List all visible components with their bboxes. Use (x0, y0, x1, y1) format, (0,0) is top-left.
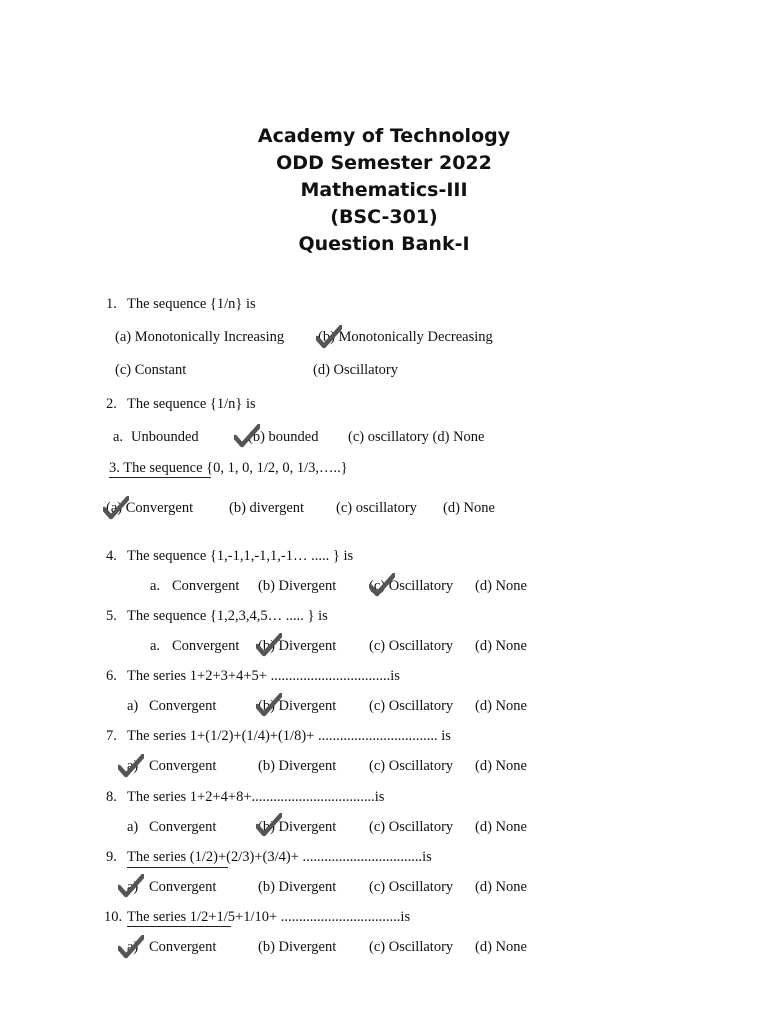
option-d: (d) None (475, 698, 527, 714)
option-a: Convergent (149, 939, 217, 955)
option-b: (b) Divergent (258, 638, 337, 654)
option-a: Convergent (149, 698, 217, 714)
question-stem: The sequence {1/n} is (127, 296, 256, 312)
option-a-marker: a) (127, 879, 139, 895)
question-stem: The sequence {1,-1,1,-1,1,-1… ..... } is (127, 548, 354, 564)
option-c: (c) oscillatory (336, 500, 417, 516)
option-b: (b) Divergent (258, 939, 337, 955)
option-c: (c) Constant (115, 362, 187, 378)
option-d: (d) None (443, 500, 495, 516)
question-number: 1. (106, 296, 117, 312)
question-stem: The series 1+(1/2)+(1/4)+(1/8)+ ................................. is (127, 728, 451, 744)
question-stem: The sequence {1/n} is (127, 396, 256, 412)
question-number: 8. (106, 789, 117, 805)
option-b: (b) Divergent (258, 578, 337, 594)
institute-title: Academy of Technology (257, 125, 511, 147)
question-bank-title: Question Bank-I (298, 233, 470, 255)
question-stem: The sequence {1,2,3,4,5… ..... } is (127, 608, 328, 624)
option-d: (d) Oscillatory (313, 362, 398, 378)
check-mark-icon (234, 424, 260, 448)
option-b: (b) Divergent (258, 758, 337, 774)
check-mark-icon (256, 633, 282, 657)
question-number: 10. (104, 909, 123, 925)
question-number: 4. (106, 548, 117, 564)
option-d: (d) None (475, 758, 527, 774)
check-mark-icon (118, 874, 144, 898)
option-b: (b) divergent (229, 500, 305, 516)
course-code: (BSC-301) (330, 206, 438, 228)
option-a: Convergent (172, 638, 240, 654)
option-a-marker: a) (127, 819, 139, 835)
option-a-marker: a. (150, 638, 161, 654)
option-b: (b) Divergent (258, 879, 337, 895)
option-a-marker: a) (127, 758, 139, 774)
option-d: (d) None (475, 819, 527, 835)
check-mark-icon (316, 325, 342, 349)
question-number: 6. (106, 668, 117, 684)
option-a: Unbounded (131, 429, 199, 445)
question-number: 2. (106, 396, 117, 412)
option-a: (a) Convergent (106, 500, 194, 516)
option-d: (d) None (475, 939, 527, 955)
option-a: Convergent (149, 758, 217, 774)
option-c: (c) Oscillatory (369, 758, 454, 774)
question-number: 9. (106, 849, 117, 865)
option-c-d: (c) oscillatory (d) None (348, 429, 485, 445)
question-stem: The series 1+2+3+4+5+ .................................is (127, 668, 400, 684)
underline (127, 926, 231, 927)
option-c: (c) Oscillatory (369, 939, 454, 955)
option-d: (d) None (475, 578, 527, 594)
subject-title: Mathematics-III (300, 179, 468, 201)
check-mark-icon (118, 935, 144, 959)
option-a: Convergent (149, 819, 217, 835)
option-a: Convergent (149, 879, 217, 895)
check-mark-icon (118, 754, 144, 778)
semester-title: ODD Semester 2022 (276, 152, 492, 174)
option-c: (c) Oscillatory (369, 819, 454, 835)
question-stem: The series 1/2+1/5+1/10+ .................................is (127, 909, 411, 925)
option-c: (c) Oscillatory (369, 638, 454, 654)
option-a-marker: a) (127, 939, 139, 955)
check-mark-icon (103, 496, 129, 520)
option-a-marker: a. (150, 578, 161, 594)
underline (127, 867, 228, 868)
check-mark-icon (256, 813, 282, 837)
question-number: 5. (106, 608, 117, 624)
question-stem: The series 1+2+4+8+..................................is (127, 789, 385, 805)
option-b: (b) Monotonically Decreasing (318, 329, 493, 345)
option-b: (b) bounded (248, 429, 319, 445)
option-a-marker: a) (127, 698, 139, 714)
question-stem: 3. The sequence {0, 1, 0, 1/2, 0, 1/3,…..} (109, 460, 348, 476)
option-d: (d) None (475, 638, 527, 654)
question-number: 7. (106, 728, 117, 744)
check-mark-icon (256, 693, 282, 717)
option-a-marker: a. (113, 429, 124, 445)
option-c: (c) Oscillatory (369, 879, 454, 895)
option-c: (c) Oscillatory (369, 698, 454, 714)
option-b: (b) Divergent (258, 819, 337, 835)
option-c: (c) Oscillatory (369, 578, 454, 594)
question-stem: The series (1/2)+(2/3)+(3/4)+ .................................is (127, 849, 432, 865)
option-b: (b) Divergent (258, 698, 337, 714)
option-a: Convergent (172, 578, 240, 594)
option-d: (d) None (475, 879, 527, 895)
option-a: (a) Monotonically Increasing (115, 329, 285, 345)
underline (109, 477, 211, 478)
check-mark-icon (369, 573, 395, 597)
